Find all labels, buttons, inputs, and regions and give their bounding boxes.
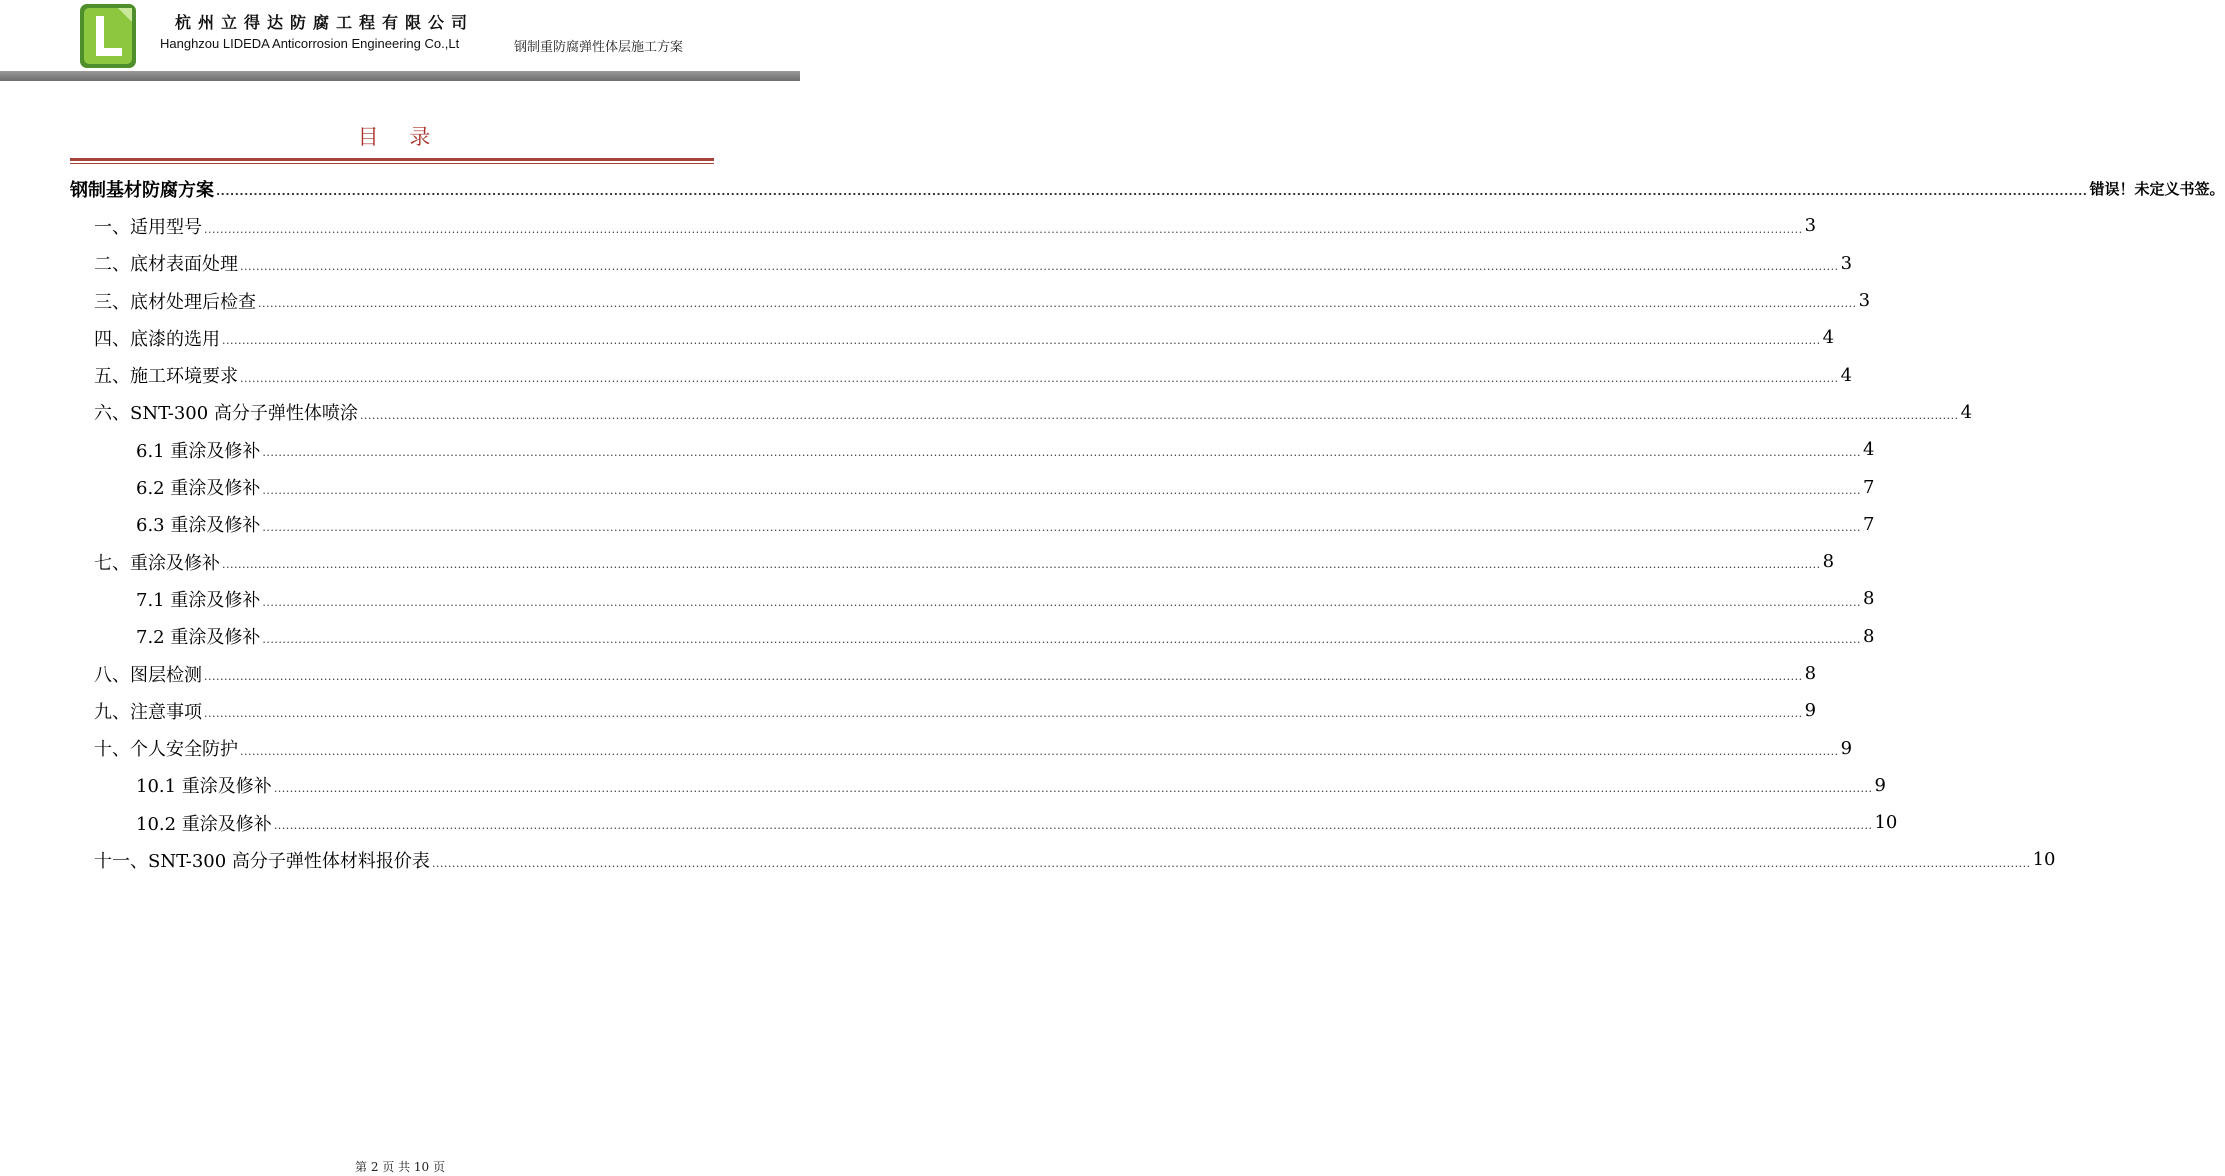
toc-entry-title: 十一、SNT-300 高分子弹性体材料报价表 [94,850,430,872]
toc-entry-page: 8 [1804,663,1817,684]
toc-dot-leader: ................................................................................................................................................................................................................................................................................................................................................................................................................ [262,446,1861,460]
toc-entry-page: 10 [1874,812,1898,834]
toc-dot-leader: ................................................................................................................................................................................................................................................................................................................................................................................................................ [262,483,1861,497]
toc-dot-leader: ................................................................................................................................................................................................................................................................................................................................................................................................................ [262,632,1861,646]
toc-dot-leader: ................................................................................................................................................................................................................................................................................................................................................................................................................ [359,409,1959,423]
toc-entry-title: 四、底漆的选用 [94,328,220,350]
toc-entry[interactable] [70,841,2056,878]
toc-dot-leader: ................................................................................................................................................................................................................................................................................................................................................................................................................ [240,259,1839,273]
toc-entry-page: 错误！未定义书签。 [2089,180,2225,199]
toc-entry-title: 一、适用型号 [94,216,202,238]
toc-entry[interactable] [70,431,1875,468]
toc-entry-page: 8 [1863,625,1875,647]
toc-entry-page: 3 [1858,290,1871,312]
toc-entry-title: 十、个人安全防护 [94,739,238,761]
toc-entry-title: 6.2 重涂及修补 [136,478,261,500]
toc-entry-page: 8 [1863,588,1875,610]
toc-dot-leader: ................................................................................................................................................................................................................................................................................................................................................................................................................ [240,744,1839,758]
toc-entry-page: 9 [1840,737,1853,759]
toc-entry[interactable] [70,356,1853,393]
toc-entry[interactable] [70,543,1835,580]
toc-dot-leader: ................................................................................................................................................................................................................................................................................................................................................................................................................ [258,297,1857,311]
header-divider-bar [0,71,800,81]
toc-entry[interactable] [70,692,1817,729]
toc-dot-leader: ................................................................................................................................................................................................................................................................................................................................................................................................................ [240,371,1839,385]
toc-entry-page: 4 [1840,364,1853,386]
toc-dot-leader: ................................................................................................................................................................................................................................................................................................................................................................................................................ [431,856,2031,870]
toc-entry-page: 7 [1863,476,1875,498]
toc-entry[interactable] [70,170,2225,207]
toc-entry[interactable] [70,804,1898,841]
toc-entry-page: 10 [2032,849,2056,871]
toc-entry-title: 7.1 重涂及修补 [136,589,261,611]
toc-entry[interactable] [70,207,1817,244]
toc-dot-leader: ................................................................................................................................................................................................................................................................................................................................................................................................................ [262,595,1861,609]
toc-entry[interactable] [70,319,1835,356]
toc-entry-title: 六、SNT-300 高分子弹性体喷涂 [94,403,358,425]
toc-entry[interactable] [70,506,1875,543]
toc-dot-leader: ................................................................................................................................................................................................................................................................................................................................................................................................................ [273,819,1873,833]
toc-dot-leader: ................................................................................................................................................................................................................................................................................................................................................................................................................ [222,334,1821,348]
toc-entry-page: 4 [1822,327,1835,349]
toc-entry-page: 8 [1822,551,1835,573]
toc-dot-leader: ................................................................................................................................................................................................................................................................................................................................................................................................................ [262,520,1861,534]
toc-entry-title: 三、底材处理后检查 [94,291,256,313]
toc-dot-leader: ................................................................................................................................................................................................................................................................................................................................................................................................................ [204,670,1803,684]
toc-entry-page: 4 [1863,439,1875,461]
toc-entry[interactable] [70,580,1875,617]
heading-rule-thick [70,158,714,161]
toc-entry-title: 6.3 重涂及修补 [136,515,261,537]
toc-entry[interactable] [70,468,1875,505]
toc-dot-leader: ................................................................................................................................................................................................................................................................................................................................................................................................................ [216,185,2088,199]
toc-heading: 目 录 [357,125,443,149]
toc-entry-page: 7 [1863,513,1875,535]
toc-entry-title: 10.2 重涂及修补 [136,813,272,835]
toc-entry-page: 9 [1804,700,1817,722]
toc-entry-page: 3 [1804,215,1817,237]
toc-entry-page: 9 [1874,774,1886,796]
heading-rule-thin [70,163,714,164]
toc-entry-page: 4 [1960,401,1973,423]
toc-entry[interactable] [70,767,1886,804]
company-name-cn: 杭州立得达防腐工程有限公司 [175,13,475,32]
toc-entry-title: 钢制基材防腐方案 [70,179,214,201]
toc-dot-leader: ................................................................................................................................................................................................................................................................................................................................................................................................................ [204,222,1803,236]
toc-entry-title: 七、重涂及修补 [94,552,220,574]
toc-entry[interactable] [70,394,1973,431]
toc-entry-title: 五、施工环境要求 [94,366,238,388]
toc-entry[interactable] [70,245,1853,282]
toc-entry-title: 二、底材表面处理 [94,254,238,276]
toc-entry-page: 3 [1840,252,1853,274]
toc-entry[interactable] [70,655,1817,692]
toc-entry-title: 7.2 重涂及修补 [136,627,261,649]
toc-entry-title: 九、注意事项 [94,701,202,723]
document-title: 钢制重防腐弹性体层施工方案 [514,40,684,55]
table-of-contents [70,170,2225,879]
toc-entry-title: 6.1 重涂及修补 [136,440,261,462]
toc-entry[interactable] [70,729,1853,766]
toc-dot-leader: ................................................................................................................................................................................................................................................................................................................................................................................................................ [273,782,1873,796]
toc-entry-title: 10.1 重涂及修补 [136,776,272,798]
toc-entry[interactable] [70,618,1875,655]
toc-dot-leader: ................................................................................................................................................................................................................................................................................................................................................................................................................ [222,558,1821,572]
page-number-footer: 第 2 页 共 10 页 [355,1160,445,1174]
toc-entry[interactable] [70,282,1871,319]
company-name-en: Hanghzou LIDEDA Anticorrosion Engineering Co.,Lt [160,36,460,51]
toc-entry-title: 八、图层检测 [94,664,202,686]
lideda-logo-icon [78,2,138,70]
toc-dot-leader: ................................................................................................................................................................................................................................................................................................................................................................................................................ [204,707,1803,721]
